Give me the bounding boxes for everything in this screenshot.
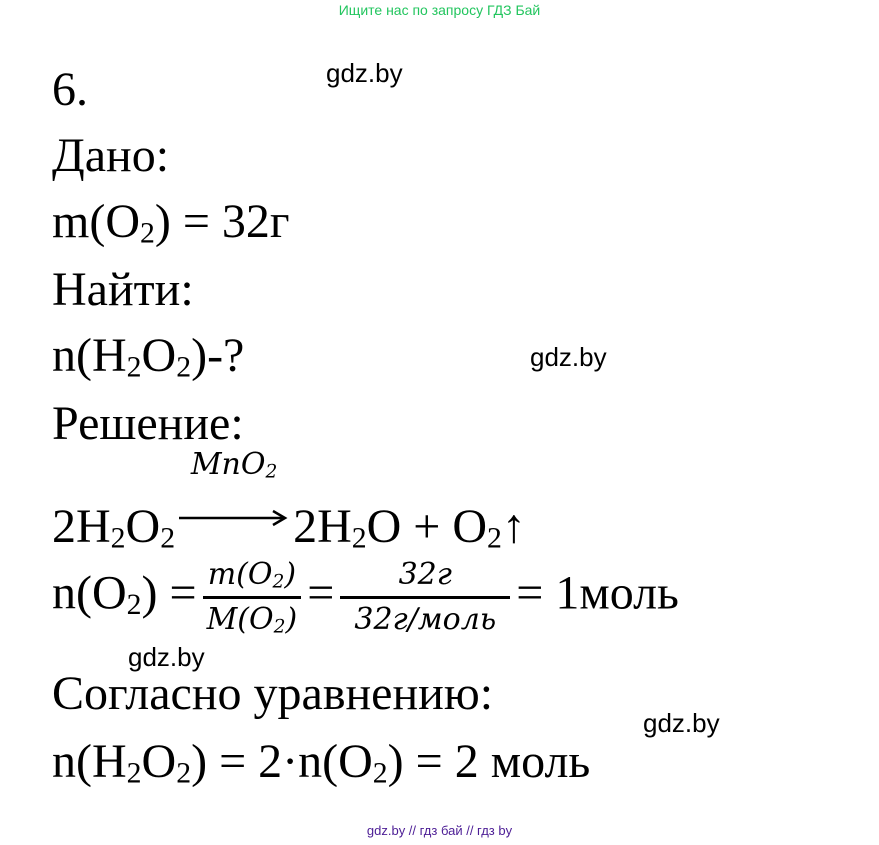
values-fraction: $\frac{32г}{\text{32г/моль}}$ <box>340 560 510 635</box>
watermark: gdz.by <box>326 58 403 88</box>
footer-links[interactable]: gdz.by // гдз бай // гдз by <box>366 823 513 838</box>
according-label: Согласно уравнению: <box>52 667 494 720</box>
given-expression: $m(O_2) = 32г$ <box>52 195 290 250</box>
task-number: 6. <box>52 63 88 116</box>
find-expression: $n(H_2O_2)-$? <box>52 329 245 384</box>
moles-calculation: $n(O_2)$ = $\frac{m(O_2)}{M(O_2)}$ = $\frac{32г}{\text{32г/моль}}$ = 1моль <box>52 557 679 638</box>
formula-fraction: $\frac{m(O_2)}{M(O_2)}$ <box>203 560 302 635</box>
given-label: Дано: <box>52 129 170 182</box>
catalyst-label: MnO$_2$ <box>190 447 278 483</box>
solution-label: Решение: <box>52 397 244 450</box>
watermark: gdz.by <box>643 708 720 738</box>
find-label: Найти: <box>52 263 194 316</box>
final-expression: $n(H_2O_2) = 2\cdot n(O_2) = 2$ моль <box>52 735 591 790</box>
watermark: gdz.by <box>128 642 205 672</box>
reaction-arrow <box>179 447 289 542</box>
search-hint-link[interactable]: Ищите нас по запросу ГДЗ Бай <box>338 2 541 18</box>
reaction-equation: $2H_2O_2$ MnO$_2$ $2H_2O$ + $O_2↑$ <box>52 447 526 555</box>
watermark: gdz.by <box>530 342 607 372</box>
